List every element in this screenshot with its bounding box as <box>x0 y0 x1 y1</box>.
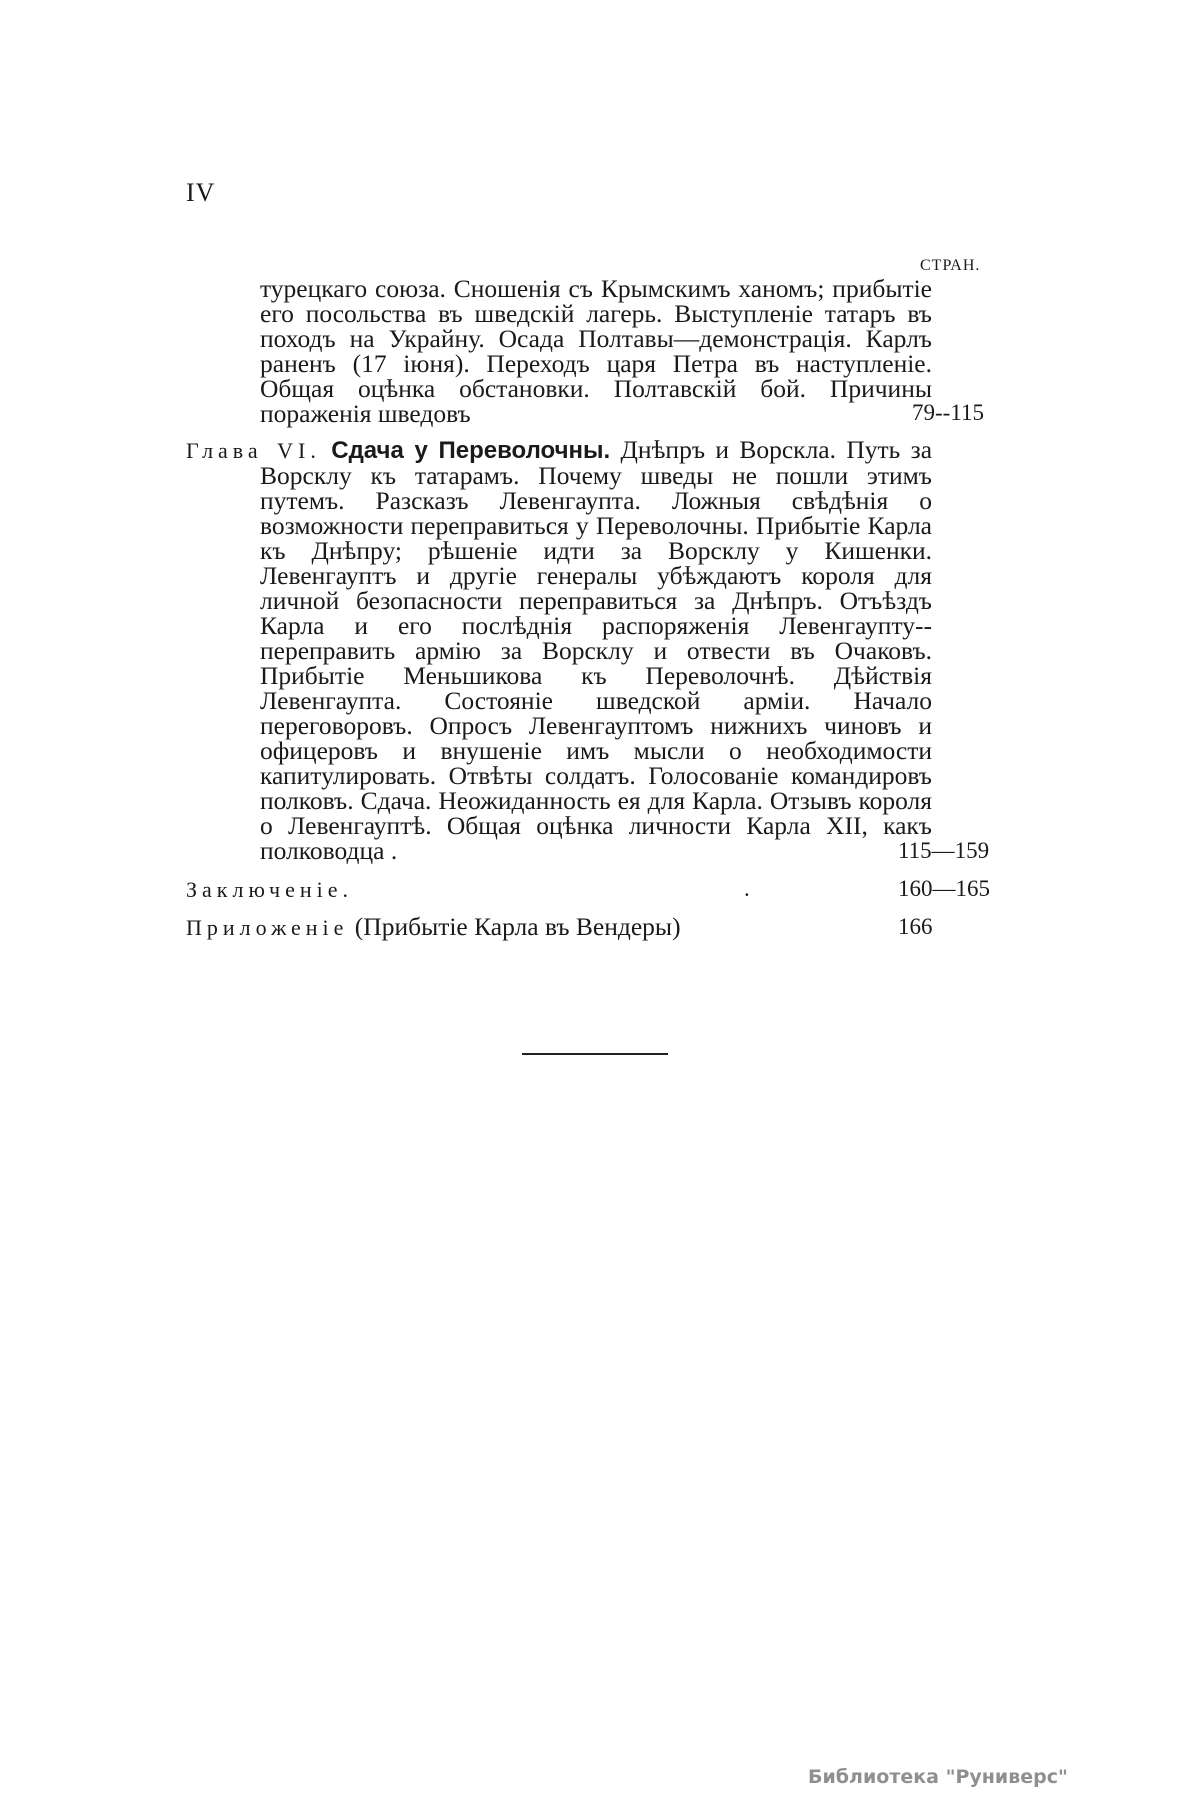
entry-text: турецкаго союза. Сношенія съ Крымскимъ ханомъ; прибытіе его посольства въ шведскій лагерь. Выступленіе татаръ въ походъ на Украйну. Осада Полтавы—демонстрація. Карлъ раненъ (17 іюня). Переходъ царя Петра въ наступленіе. Общая оцѣнка обстановки. Полтавскій бой. Причины пораженія шведовъ <box>260 274 932 428</box>
appendix-title: (Прибытіе Карла въ Вендеры) <box>354 912 681 941</box>
toc-entry-appendix <box>186 914 1002 940</box>
chapter-6-body <box>186 437 932 863</box>
conclusion-label: Заключеніе. <box>186 877 354 902</box>
toc-entry-conclusion <box>186 876 1002 902</box>
appendix-label: Приложеніе <box>186 915 349 940</box>
pages-column-header: СТРАН. <box>920 257 981 274</box>
page-number: IV <box>186 178 216 207</box>
entry-pages: 115—159 <box>898 838 990 863</box>
entry-pages: 166 <box>898 914 933 939</box>
toc-entry-chapter-6 <box>186 437 932 863</box>
entry-pages: 79--115 <box>912 400 984 425</box>
chapter-summary: Днѣпръ и Ворскла. Путь за Ворсклу къ татарамъ. Почему шведы не пошли этимъ путемъ. Разсказъ Левенгаупта. Ложныя свѣдѣнія о возможности переправиться у Переволочны. Прибытіе Карла къ Днѣпру; рѣшеніе идти за Ворсклу у Кишенки. Левенгауптъ и другіе генералы убѣждаютъ короля для личной безопасности переправиться за Днѣпръ. Отъѣздъ Карла и его послѣднія распоряженія Левенгаупту--переправить армію за Ворсклу и отвести въ Очаковъ. Прибытіе Меньшикова къ Переволочнѣ. Дѣйствія Левенгаупта. Состояніе шведской арміи. Начало переговоровъ. Опросъ Левенгауптомъ нижнихъ чиновъ и офицеровъ и внушеніе имъ мысли о необходимости капитулировать. Отвѣты солдатъ. Голосованіе командировъ полковъ. Сдача. Неожиданность ея для Карла. Отзывъ короля о Левенгауптѣ. Общая оцѣнка личности Карла XII, какъ полководца . <box>260 435 933 865</box>
chapter-title: Сдача у Переволочны. <box>331 437 611 464</box>
end-rule-divider <box>522 1053 668 1055</box>
library-watermark: Библиотека "Руниверс" <box>808 1766 1068 1788</box>
entry-pages: 160—165 <box>898 876 990 901</box>
toc-entry-continuation <box>260 276 932 426</box>
chapter-label: Глава VI. <box>186 438 321 463</box>
leader-dot: . <box>744 876 750 901</box>
